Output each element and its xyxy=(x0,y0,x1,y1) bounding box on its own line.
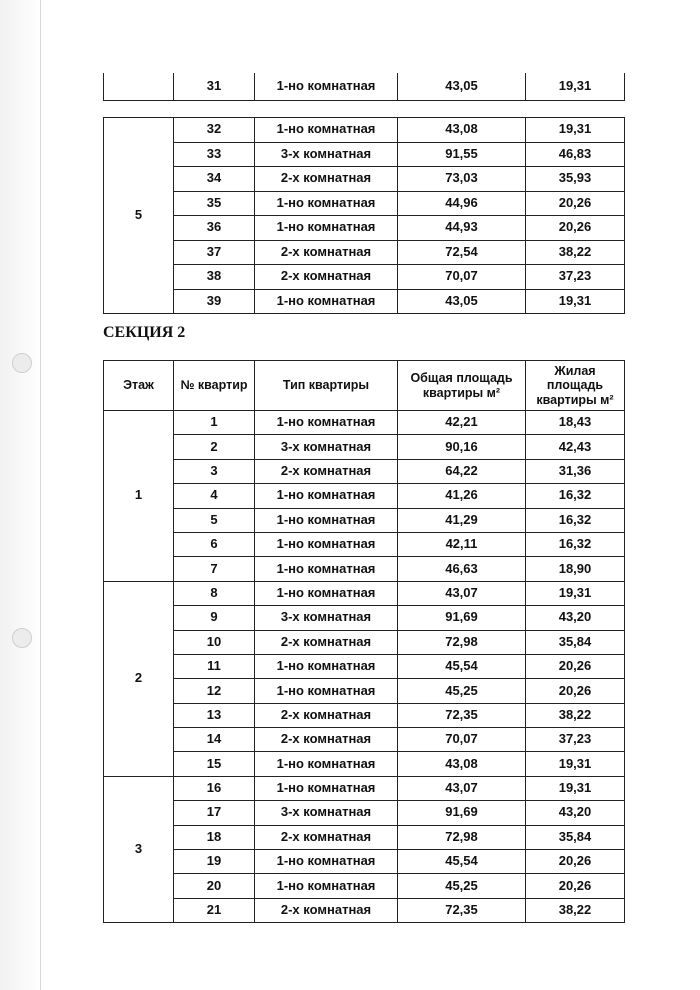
table-row xyxy=(104,411,625,435)
table-row xyxy=(104,265,625,290)
living-area-cell: 19,31 xyxy=(526,118,625,143)
total-area-cell: 45,54 xyxy=(398,654,526,678)
apartment-type-cell: 1-но комнатная xyxy=(255,484,398,508)
table-row xyxy=(104,191,625,216)
living-area-cell: 37,23 xyxy=(526,265,625,290)
apartment-number-cell: 5 xyxy=(174,508,255,532)
apartment-number-cell: 8 xyxy=(174,581,255,605)
apartment-type-cell: 1-но комнатная xyxy=(255,411,398,435)
apartment-number-cell: 36 xyxy=(174,216,255,241)
table-row xyxy=(104,728,625,752)
total-area-cell: 72,98 xyxy=(398,630,526,654)
apartment-type-cell: 2-х комнатная xyxy=(255,167,398,192)
apartment-type-cell: 2-х комнатная xyxy=(255,728,398,752)
total-area-cell: 72,98 xyxy=(398,825,526,849)
living-area-cell: 37,23 xyxy=(526,728,625,752)
floor-cell: 2 xyxy=(104,581,174,776)
table-row xyxy=(104,630,625,654)
apartment-type-cell: 1-но комнатная xyxy=(255,874,398,898)
table-row xyxy=(104,118,625,143)
table-row xyxy=(104,874,625,898)
apartment-type-cell: 1-но комнатная xyxy=(255,289,398,314)
table-row xyxy=(104,898,625,922)
total-area-cell: 73,03 xyxy=(398,167,526,192)
apartment-number-cell: 18 xyxy=(174,825,255,849)
total-area-cell: 72,35 xyxy=(398,703,526,727)
table-row xyxy=(104,825,625,849)
apartment-number-cell: 38 xyxy=(174,265,255,290)
total-area-cell: 91,55 xyxy=(398,142,526,167)
apartment-type-cell: 1-но комнатная xyxy=(255,752,398,776)
table-row xyxy=(104,557,625,581)
apartment-type-cell: 1-но комнатная xyxy=(255,191,398,216)
floor-cell: 1 xyxy=(104,411,174,582)
table-row xyxy=(104,776,625,800)
apartment-type-cell: 2-х комнатная xyxy=(255,459,398,483)
apartment-number-cell: 12 xyxy=(174,679,255,703)
table-row xyxy=(104,606,625,630)
apartment-number-cell: 34 xyxy=(174,167,255,192)
living-area-cell: 35,84 xyxy=(526,630,625,654)
living-area-cell: 20,26 xyxy=(526,216,625,241)
living-area-cell: 46,83 xyxy=(526,142,625,167)
living-area-cell: 19,31 xyxy=(526,581,625,605)
living-area-cell: 35,84 xyxy=(526,825,625,849)
apartment-type-cell: 1-но комнатная xyxy=(255,216,398,241)
living-area-cell: 38,22 xyxy=(526,898,625,922)
table-row xyxy=(104,289,625,314)
total-area-cell: 90,16 xyxy=(398,435,526,459)
total-area-cell: 43,07 xyxy=(398,581,526,605)
apartment-number-cell: 1 xyxy=(174,411,255,435)
apartment-type-cell: 1-но комнатная xyxy=(255,508,398,532)
apartment-type-cell: 2-х комнатная xyxy=(255,240,398,265)
apartment-number-cell: 19 xyxy=(174,850,255,874)
apartment-type-cell: 1-но комнатная xyxy=(255,654,398,678)
apartment-number-cell: 21 xyxy=(174,898,255,922)
table-row xyxy=(104,654,625,678)
apartment-number-cell: 4 xyxy=(174,484,255,508)
table-row xyxy=(104,581,625,605)
total-area-header: Общая площадь квартиры м² xyxy=(398,361,526,411)
total-area-cell: 72,54 xyxy=(398,240,526,265)
living-area-cell: 20,26 xyxy=(526,679,625,703)
total-area-cell: 45,25 xyxy=(398,679,526,703)
apartment-number-cell: 39 xyxy=(174,289,255,314)
apartment-number-cell: 9 xyxy=(174,606,255,630)
apartment-type-cell: 1-но комнатная xyxy=(255,557,398,581)
header-row xyxy=(104,361,625,411)
table-row xyxy=(104,508,625,532)
living-area-cell: 16,32 xyxy=(526,532,625,556)
total-area-cell: 70,07 xyxy=(398,265,526,290)
living-area-cell: 19,31 xyxy=(526,73,625,100)
apartment-number-cell: 37 xyxy=(174,240,255,265)
apartment-number-cell: 6 xyxy=(174,532,255,556)
apartment-type-cell: 3-х комнатная xyxy=(255,801,398,825)
total-area-cell: 45,54 xyxy=(398,850,526,874)
apartment-type-cell: 3-х комнатная xyxy=(255,435,398,459)
scan-page-edge xyxy=(0,0,44,990)
table-row xyxy=(104,435,625,459)
apartment-number-header: № квартир xyxy=(174,361,255,411)
apartment-number-cell: 10 xyxy=(174,630,255,654)
total-area-cell: 44,96 xyxy=(398,191,526,216)
apartment-number-cell: 2 xyxy=(174,435,255,459)
punch-hole xyxy=(12,353,32,373)
punch-hole xyxy=(12,628,32,648)
table-row xyxy=(104,532,625,556)
apartment-number-cell: 20 xyxy=(174,874,255,898)
living-area-cell: 20,26 xyxy=(526,191,625,216)
living-area-cell: 19,31 xyxy=(526,752,625,776)
total-area-cell: 64,22 xyxy=(398,459,526,483)
apartment-number-cell: 14 xyxy=(174,728,255,752)
apartment-type-cell: 1-но комнатная xyxy=(255,581,398,605)
living-area-cell: 31,36 xyxy=(526,459,625,483)
total-area-cell: 72,35 xyxy=(398,898,526,922)
living-area-cell: 20,26 xyxy=(526,874,625,898)
apartment-type-cell: 1-но комнатная xyxy=(255,679,398,703)
table-row xyxy=(104,752,625,776)
total-area-cell: 43,07 xyxy=(398,776,526,800)
table-row xyxy=(104,240,625,265)
apartment-number-cell: 13 xyxy=(174,703,255,727)
total-area-cell: 43,08 xyxy=(398,752,526,776)
living-area-cell: 16,32 xyxy=(526,508,625,532)
total-area-cell: 43,08 xyxy=(398,118,526,143)
total-area-cell: 42,11 xyxy=(398,532,526,556)
total-area-cell: 44,93 xyxy=(398,216,526,241)
living-area-cell: 38,22 xyxy=(526,703,625,727)
living-area-cell: 18,43 xyxy=(526,411,625,435)
apartment-type-cell: 2-х комнатная xyxy=(255,703,398,727)
floor-cell xyxy=(104,73,174,100)
apartment-type-cell: 2-х комнатная xyxy=(255,265,398,290)
section2-table xyxy=(103,360,625,923)
total-area-cell: 43,05 xyxy=(398,289,526,314)
apartment-type-cell: 1-но комнатная xyxy=(255,776,398,800)
apartment-type-cell: 2-х комнатная xyxy=(255,630,398,654)
section1-floor5-table xyxy=(103,117,625,314)
table-row xyxy=(104,73,625,100)
apartment-number-cell: 16 xyxy=(174,776,255,800)
living-area-cell: 20,26 xyxy=(526,850,625,874)
apartment-type-cell: 3-х комнатная xyxy=(255,142,398,167)
total-area-cell: 91,69 xyxy=(398,801,526,825)
table-row xyxy=(104,142,625,167)
apartment-type-cell: 2-х комнатная xyxy=(255,825,398,849)
living-area-cell: 19,31 xyxy=(526,289,625,314)
living-area-cell: 43,20 xyxy=(526,606,625,630)
total-area-cell: 70,07 xyxy=(398,728,526,752)
table-row xyxy=(104,850,625,874)
apartment-number-cell: 33 xyxy=(174,142,255,167)
living-area-cell: 35,93 xyxy=(526,167,625,192)
total-area-cell: 91,69 xyxy=(398,606,526,630)
apartment-type-cell: 1-но комнатная xyxy=(255,73,398,100)
living-area-cell: 42,43 xyxy=(526,435,625,459)
living-area-cell: 38,22 xyxy=(526,240,625,265)
living-area-cell: 43,20 xyxy=(526,801,625,825)
table-row xyxy=(104,703,625,727)
total-area-cell: 41,26 xyxy=(398,484,526,508)
continuation-table xyxy=(103,73,625,101)
total-area-cell: 45,25 xyxy=(398,874,526,898)
apartment-number-cell: 3 xyxy=(174,459,255,483)
apartment-number-cell: 15 xyxy=(174,752,255,776)
apartment-type-cell: 2-х комнатная xyxy=(255,898,398,922)
apartment-type-cell: 1-но комнатная xyxy=(255,118,398,143)
scan-fold-line xyxy=(40,0,41,990)
apartment-type-header: Тип квартиры xyxy=(255,361,398,411)
apartment-number-cell: 35 xyxy=(174,191,255,216)
floor-header: Этаж xyxy=(104,361,174,411)
apartment-type-cell: 3-х комнатная xyxy=(255,606,398,630)
table-row xyxy=(104,216,625,241)
apartment-number-cell: 7 xyxy=(174,557,255,581)
floor-cell: 3 xyxy=(104,776,174,922)
table-row xyxy=(104,679,625,703)
total-area-cell: 46,63 xyxy=(398,557,526,581)
living-area-cell: 20,26 xyxy=(526,654,625,678)
apartment-number-cell: 11 xyxy=(174,654,255,678)
floor-cell: 5 xyxy=(104,118,174,314)
total-area-cell: 42,21 xyxy=(398,411,526,435)
total-area-cell: 41,29 xyxy=(398,508,526,532)
living-area-cell: 16,32 xyxy=(526,484,625,508)
apartment-number-cell: 31 xyxy=(174,73,255,100)
apartment-number-cell: 17 xyxy=(174,801,255,825)
table-row xyxy=(104,801,625,825)
section-title: СЕКЦИЯ 2 xyxy=(103,324,186,341)
living-area-cell: 18,90 xyxy=(526,557,625,581)
total-area-cell: 43,05 xyxy=(398,73,526,100)
table-row xyxy=(104,459,625,483)
living-area-header: Жилая площадь квартиры м² xyxy=(526,361,625,411)
apartment-type-cell: 1-но комнатная xyxy=(255,532,398,556)
table-row xyxy=(104,484,625,508)
living-area-cell: 19,31 xyxy=(526,776,625,800)
apartment-number-cell: 32 xyxy=(174,118,255,143)
table-row xyxy=(104,167,625,192)
apartment-type-cell: 1-но комнатная xyxy=(255,850,398,874)
